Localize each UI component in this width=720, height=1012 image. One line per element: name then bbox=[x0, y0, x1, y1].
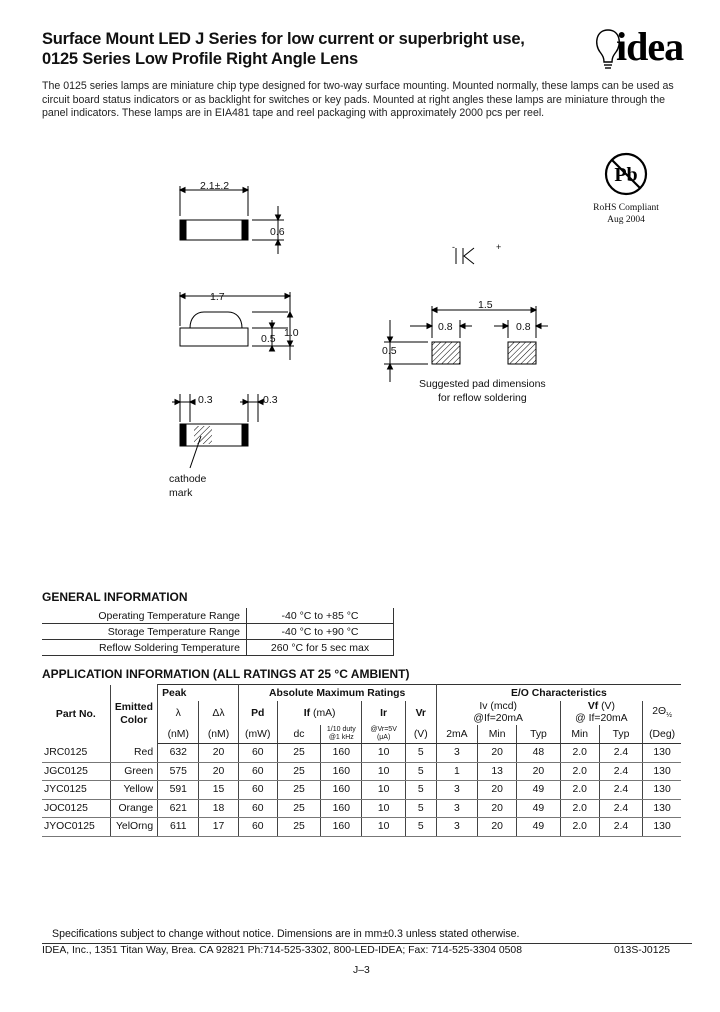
table-cell: 1 bbox=[436, 762, 477, 781]
header-if-unit: (mA) bbox=[313, 707, 336, 719]
cathode-label-line-1: cathode bbox=[169, 473, 207, 485]
header-peak: Peak bbox=[158, 685, 239, 702]
table-cell: 130 bbox=[643, 799, 681, 818]
header-vf-condition: @ If=20mA bbox=[575, 713, 628, 724]
table-cell: 5 bbox=[405, 744, 436, 763]
table-cell: Green bbox=[110, 762, 157, 781]
pad-pitch-label: 1.5 bbox=[478, 299, 493, 311]
unit-vf-min: Min bbox=[560, 725, 599, 744]
unit-iv-typ: Typ bbox=[517, 725, 560, 744]
table-cell: 17 bbox=[199, 818, 238, 837]
pad-height-label: 0.5 bbox=[382, 345, 397, 357]
table-cell: 25 bbox=[277, 818, 320, 837]
table-cell: 10 bbox=[362, 799, 405, 818]
table-cell: 160 bbox=[321, 799, 362, 818]
table-cell: 160 bbox=[321, 818, 362, 837]
general-information-table bbox=[42, 608, 394, 656]
table-cell: 5 bbox=[405, 799, 436, 818]
header-part-no: Part No. bbox=[42, 685, 110, 744]
table-cell: YelOrng bbox=[110, 818, 157, 837]
unit-ir-condition: @Vr=5V bbox=[370, 726, 397, 733]
pad-caption-line-2: for reflow soldering bbox=[438, 392, 527, 404]
general-row-value: 260 °C for 5 sec max bbox=[247, 640, 394, 656]
table-cell: 20 bbox=[517, 762, 560, 781]
table-cell: 49 bbox=[517, 781, 560, 800]
table-cell: 130 bbox=[643, 762, 681, 781]
table-cell: 20 bbox=[199, 762, 238, 781]
table-cell: 130 bbox=[643, 818, 681, 837]
dim-lens-width-label: 1.7 bbox=[210, 291, 225, 303]
general-row bbox=[42, 640, 394, 656]
header-ir: Ir bbox=[362, 701, 405, 725]
table-cell: 3 bbox=[436, 818, 477, 837]
pb-symbol: Pb bbox=[614, 164, 638, 186]
general-row bbox=[42, 608, 394, 624]
cathode-mark bbox=[194, 426, 212, 444]
table-cell: 60 bbox=[238, 744, 277, 763]
header-absolute-max: Absolute Maximum Ratings bbox=[238, 685, 436, 702]
unit-2ma: 2mA bbox=[436, 725, 477, 744]
header-vf-unit: (V) bbox=[601, 701, 615, 712]
general-row-label: Storage Temperature Range bbox=[42, 624, 247, 640]
table-cell: 25 bbox=[277, 744, 320, 763]
unit-deg: (Deg) bbox=[643, 725, 681, 744]
header-iv-condition: @If=20mA bbox=[473, 713, 523, 724]
table-row bbox=[42, 799, 681, 818]
mechanical-drawing bbox=[160, 170, 570, 510]
pad-left bbox=[432, 342, 460, 364]
table-cell: 25 bbox=[277, 799, 320, 818]
polarity-plus: + bbox=[496, 242, 502, 252]
header-emitted: Emitted bbox=[114, 702, 153, 713]
table-cell: 10 bbox=[362, 818, 405, 837]
footer-doc-code: 013S-J0125 bbox=[614, 945, 671, 956]
table-cell: 20 bbox=[199, 744, 238, 763]
unit-dc: dc bbox=[277, 725, 320, 744]
unit-ir-ua: (μA) bbox=[376, 734, 391, 741]
table-cell: Red bbox=[110, 744, 157, 763]
table-cell: 591 bbox=[158, 781, 199, 800]
unit-mw: (mW) bbox=[238, 725, 277, 744]
side-view-base bbox=[180, 328, 248, 346]
unit-v: (V) bbox=[405, 725, 436, 744]
table-cell: 49 bbox=[517, 799, 560, 818]
header-iv bbox=[436, 701, 560, 725]
dim-height-label: 1.0 bbox=[284, 327, 299, 339]
general-row-label: Operating Temperature Range bbox=[42, 608, 247, 624]
general-row-value: -40 °C to +90 °C bbox=[247, 624, 394, 640]
table-cell: 20 bbox=[478, 781, 517, 800]
no-lead-icon bbox=[586, 150, 666, 202]
table-cell: 5 bbox=[405, 781, 436, 800]
unit-ir bbox=[362, 725, 405, 744]
table-row bbox=[42, 762, 681, 781]
table-cell: 5 bbox=[405, 818, 436, 837]
top-view-pad-right bbox=[242, 220, 248, 240]
bottom-view-body bbox=[180, 424, 248, 446]
table-cell: 60 bbox=[238, 818, 277, 837]
header-vf-symbol: Vf bbox=[587, 701, 599, 712]
pad-width-left-label: 0.8 bbox=[438, 321, 453, 333]
table-cell: 2.0 bbox=[560, 818, 599, 837]
table-cell: 20 bbox=[478, 818, 517, 837]
header-color: Color bbox=[120, 715, 148, 726]
table-cell: 3 bbox=[436, 744, 477, 763]
header-vf bbox=[560, 701, 643, 725]
table-cell: JGC0125 bbox=[42, 762, 110, 781]
table-row bbox=[42, 818, 681, 837]
cathode-label-line-2: mark bbox=[169, 487, 193, 499]
table-cell: 5 bbox=[405, 762, 436, 781]
table-row bbox=[42, 781, 681, 800]
table-cell: 60 bbox=[238, 799, 277, 818]
header-delta-lambda: Δλ bbox=[199, 701, 238, 725]
table-cell: 2.0 bbox=[560, 781, 599, 800]
header-theta: 2Θ bbox=[652, 706, 667, 718]
table-cell: 10 bbox=[362, 781, 405, 800]
table-cell: 49 bbox=[517, 818, 560, 837]
table-cell: 2.4 bbox=[599, 744, 642, 763]
pad-caption-line-1: Suggested pad dimensions bbox=[419, 378, 546, 390]
page-title-line-2: 0125 Series Low Profile Right Angle Lens bbox=[42, 50, 358, 68]
dim-base-label: 0.5 bbox=[261, 333, 276, 345]
table-cell: 575 bbox=[158, 762, 199, 781]
general-row-label: Reflow Soldering Temperature bbox=[42, 640, 247, 656]
pad-width-right-label: 0.8 bbox=[516, 321, 531, 333]
general-information-heading: GENERAL INFORMATION bbox=[42, 590, 188, 604]
table-cell: 20 bbox=[478, 744, 517, 763]
footer-address: IDEA, Inc., 1351 Titan Way, Brea. CA 92821 Ph:714-525-3302, 800-LED-IDEA; Fax: 714-525-3304 0508 bbox=[42, 945, 522, 956]
table-row bbox=[42, 744, 681, 763]
header-row-groups bbox=[42, 685, 681, 702]
header-eo-characteristics: E/O Characteristics bbox=[436, 685, 681, 702]
table-cell: JOC0125 bbox=[42, 799, 110, 818]
unit-pulse-duty: 1/10 duty bbox=[326, 726, 356, 733]
footer-divider bbox=[42, 943, 692, 944]
table-cell: 60 bbox=[238, 762, 277, 781]
header-if-symbol: If bbox=[303, 707, 311, 719]
table-cell: 2.4 bbox=[599, 762, 642, 781]
header-lambda: λ bbox=[158, 701, 199, 725]
table-cell: 160 bbox=[321, 744, 362, 763]
top-view-pad-left bbox=[180, 220, 186, 240]
table-cell: JYC0125 bbox=[42, 781, 110, 800]
table-cell: 2.4 bbox=[599, 818, 642, 837]
unit-nm-delta: (nM) bbox=[199, 725, 238, 744]
footer-note: Specifications subject to change without notice. Dimensions are in mm±0.3 unless stated otherwise. bbox=[52, 928, 520, 940]
rohs-date-label: Aug 2004 bbox=[607, 215, 645, 225]
application-table bbox=[42, 684, 681, 837]
logo-wordmark: idea bbox=[616, 24, 684, 69]
intro-paragraph: The 0125 series lamps are miniature chip type designed for two-way surface mounting. Mounted normally, these lamps can be used as circuit board status indicators or as backlight for switches or key pads. Mounted at right angles these lamps are miniature through the panel indicators. These lamps are in EIA481 tape and reel packaging with approximately 2000 pcs per reel. bbox=[42, 80, 674, 119]
idea-logo bbox=[594, 24, 694, 74]
side-view-lens bbox=[190, 312, 242, 328]
rohs-compliant-label: RoHS Compliant bbox=[593, 203, 659, 213]
dim-thickness-label: 0.6 bbox=[270, 226, 285, 238]
page-title-line-1: Surface Mount LED J Series for low current or superbright use, bbox=[42, 30, 525, 48]
header-pd: Pd bbox=[238, 701, 277, 725]
table-cell: 160 bbox=[321, 762, 362, 781]
application-information-heading: APPLICATION INFORMATION (ALL RATINGS AT 25 °C AMBIENT) bbox=[42, 667, 410, 681]
unit-iv-min: Min bbox=[478, 725, 517, 744]
table-cell: 10 bbox=[362, 762, 405, 781]
table-cell: Yellow bbox=[110, 781, 157, 800]
table-cell: 2.0 bbox=[560, 799, 599, 818]
rohs-badge bbox=[586, 150, 666, 226]
table-cell: 611 bbox=[158, 818, 199, 837]
table-cell: 3 bbox=[436, 781, 477, 800]
table-cell: 25 bbox=[277, 762, 320, 781]
table-cell: 48 bbox=[517, 744, 560, 763]
table-cell: 20 bbox=[478, 799, 517, 818]
table-cell: JYOC0125 bbox=[42, 818, 110, 837]
unit-vf-typ: Typ bbox=[599, 725, 642, 744]
table-cell: 25 bbox=[277, 781, 320, 800]
table-cell: 10 bbox=[362, 744, 405, 763]
header-emitted-color bbox=[110, 685, 157, 744]
table-cell: 130 bbox=[643, 744, 681, 763]
unit-nm-lambda: (nM) bbox=[158, 725, 199, 744]
table-cell: 15 bbox=[199, 781, 238, 800]
table-cell: 2.0 bbox=[560, 744, 599, 763]
table-cell: 632 bbox=[158, 744, 199, 763]
table-cell: 60 bbox=[238, 781, 277, 800]
unit-pulse bbox=[321, 725, 362, 744]
table-cell: 18 bbox=[199, 799, 238, 818]
header-if bbox=[277, 701, 362, 725]
table-cell: 3 bbox=[436, 799, 477, 818]
general-row bbox=[42, 624, 394, 640]
polarity-minus: - bbox=[452, 242, 455, 252]
table-cell: 621 bbox=[158, 799, 199, 818]
top-view-body bbox=[180, 220, 248, 240]
header-vr: Vr bbox=[405, 701, 436, 725]
table-cell: 130 bbox=[643, 781, 681, 800]
footer-page-number: J–3 bbox=[353, 965, 370, 976]
unit-pulse-freq: @1 kHz bbox=[328, 734, 354, 741]
table-cell: 2.4 bbox=[599, 799, 642, 818]
table-cell: JRC0125 bbox=[42, 744, 110, 763]
table-cell: Orange bbox=[110, 799, 157, 818]
table-cell: 2.4 bbox=[599, 781, 642, 800]
header-viewing-angle bbox=[643, 701, 681, 725]
dim-pad-right-label: 0.3 bbox=[263, 394, 278, 406]
header-theta-sub: ½ bbox=[666, 712, 672, 720]
dim-width-label: 2.1±.2 bbox=[200, 180, 230, 192]
header-iv-label: Iv (mcd) bbox=[479, 701, 517, 712]
pad-right bbox=[508, 342, 536, 364]
table-cell: 2.0 bbox=[560, 762, 599, 781]
general-row-value: -40 °C to +85 °C bbox=[247, 608, 394, 624]
table-cell: 13 bbox=[478, 762, 517, 781]
table-cell: 160 bbox=[321, 781, 362, 800]
dim-pad-left-label: 0.3 bbox=[198, 394, 213, 406]
